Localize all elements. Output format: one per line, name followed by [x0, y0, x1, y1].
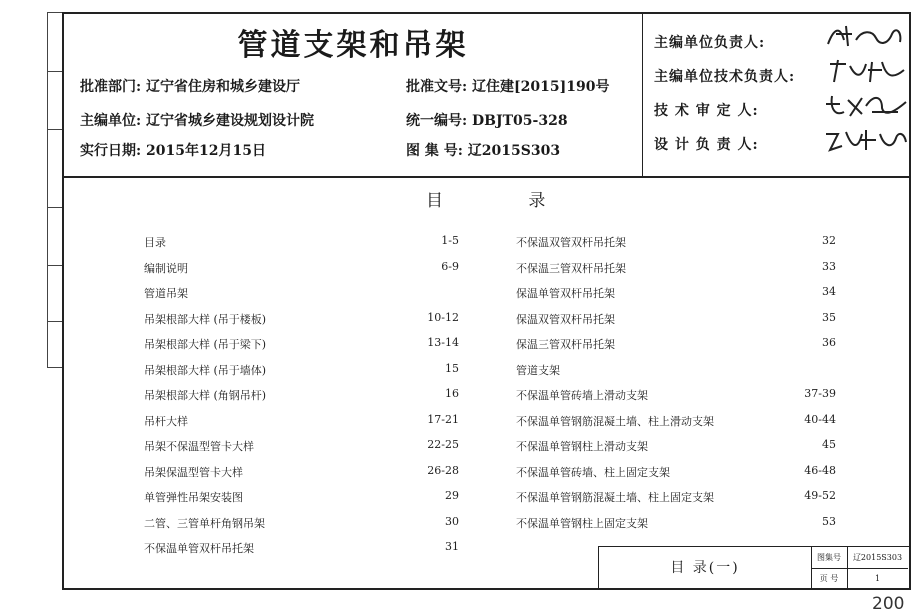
role-reviewer: 技 术 审 定 人: [654, 103, 759, 119]
title-block [598, 546, 909, 590]
toc-entry-name: 管道吊架 [144, 287, 188, 300]
toc-entry-page: 16 [445, 387, 459, 400]
toc-entry-page: 26-28 [427, 463, 459, 477]
page-label: 页 号 [811, 568, 848, 589]
signature-designer [822, 124, 910, 154]
toc-entry-name: 不保温单管钢柱上固定支架 [516, 516, 648, 530]
toc-entry-name: 吊架保温型管卡大样 [144, 465, 243, 479]
toc-entry-page: 33 [822, 259, 836, 273]
toc-entry-name: 吊架根部大样 (吊于梁下) [144, 338, 267, 351]
role-tech-lead: 主编单位技术负责人: [654, 69, 796, 85]
toc-entry-page: 1-5 [441, 234, 459, 247]
toc-entry-name: 吊架根部大样 (角钢吊杆) [144, 389, 267, 402]
toc-entry-name: 吊架不保温型管卡大样 [144, 440, 254, 453]
toc-entry-name: 管道支架 [516, 363, 560, 377]
toc-entry-page: 35 [822, 310, 836, 324]
toc-entry-page: 45 [822, 438, 836, 451]
toc-entry-name: 保温双管双杆吊托架 [516, 312, 615, 326]
toc-entry-name: 保温单管双杆吊托架 [516, 287, 615, 300]
atlas-number: 图 集 号: 辽2015S303 [406, 143, 561, 159]
toc-entry-page: 6-9 [441, 259, 459, 273]
drawing-frame [62, 12, 911, 590]
toc-entry-page: 31 [445, 540, 459, 553]
toc-entry-name: 吊杆大样 [144, 414, 188, 428]
toc-entry-page: 29 [445, 489, 459, 502]
toc-entry-page: 49-52 [804, 489, 836, 502]
document-title: 管道支架和吊架 [237, 28, 469, 63]
title-block-name: 目 录(一) [599, 547, 812, 589]
toc-entry-page: 15 [445, 361, 459, 375]
unified-number: 统一编号: DBJT05-328 [406, 113, 568, 129]
toc-entry-page: 17-21 [427, 412, 459, 426]
toc-entry-page: 22-25 [427, 438, 459, 451]
toc-entry-page: 40-44 [804, 412, 836, 426]
toc-entry-page: 36 [822, 336, 836, 349]
toc-entry-page: 10-12 [427, 310, 459, 324]
toc-entry-page: 53 [822, 514, 836, 528]
toc-entry-name: 不保温单管钢筋混凝土墙、柱上滑动支架 [516, 414, 714, 428]
header-divider [64, 176, 909, 178]
toc-entry-page: 32 [822, 234, 836, 247]
effective-date: 实行日期: 2015年12月15日 [80, 143, 266, 159]
toc-entry-name: 二管、三管单杆角钢吊架 [144, 516, 265, 530]
toc-entry-page: 34 [822, 285, 836, 298]
signature-chief-editor [822, 22, 910, 52]
signature-tech-lead [822, 56, 910, 86]
toc-entry-name: 编制说明 [144, 261, 188, 275]
role-chief-editor: 主编单位负责人: [654, 35, 766, 51]
toc-heading: 目 录 [426, 191, 586, 211]
toc-entry-name: 不保温单管钢柱上滑动支架 [516, 440, 648, 453]
toc-entry-name: 保温三管双杆吊托架 [516, 338, 615, 351]
toc-entry-name: 不保温单管钢筋混凝土墙、柱上固定支架 [516, 491, 714, 504]
toc-entry-name: 不保温双管双杆吊托架 [516, 236, 626, 249]
binding-strip [47, 12, 63, 368]
approval-dept: 批准部门: 辽宁省住房和城乡建设厅 [80, 79, 301, 95]
signature-reviewer [822, 90, 910, 120]
atlas-value: 辽2015S303 [847, 547, 908, 569]
toc-entry-name: 不保温三管双杆吊托架 [516, 261, 626, 275]
toc-entry-name: 吊架根部大样 (吊于楼板) [144, 312, 267, 326]
header-vertical-divider [642, 14, 643, 176]
toc-entry-page: 13-14 [427, 336, 459, 349]
toc-entry-name: 单管弹性吊架安装图 [144, 491, 243, 504]
toc-entry-name: 吊架根部大样 (吊于墙体) [144, 363, 267, 377]
toc-entry-page: 30 [445, 514, 459, 528]
editor-unit: 主编单位: 辽宁省城乡建设规划设计院 [80, 113, 315, 129]
toc-entry-page: 37-39 [804, 387, 836, 400]
atlas-label: 图集号 [811, 547, 848, 569]
page-value: 1 [874, 574, 881, 583]
toc-entry-name: 不保温单管砖墙、柱上固定支架 [516, 465, 670, 479]
toc-entry-name: 不保温单管砖墙上滑动支架 [516, 389, 648, 402]
page-number: 200 [872, 594, 905, 614]
toc-entry-name: 不保温单管双杆吊托架 [144, 542, 254, 555]
approval-doc: 批准文号: 辽住建[2015]190号 [406, 79, 610, 95]
toc-entry-page: 46-48 [804, 463, 836, 477]
role-designer: 设 计 负 责 人: [654, 137, 759, 153]
toc-entry-name: 目录 [144, 236, 166, 249]
